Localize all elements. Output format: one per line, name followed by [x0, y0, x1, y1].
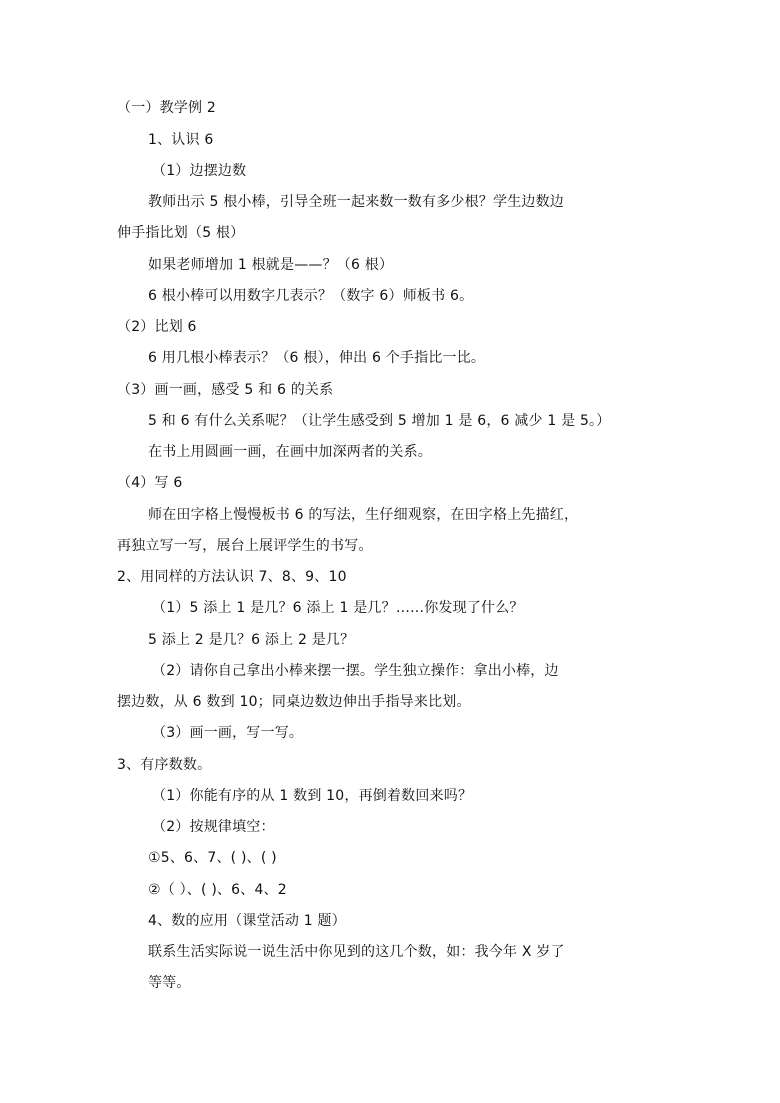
paragraph-line: （3）画一画，写一写。 — [152, 725, 304, 741]
paragraph-line: 5 添上 2 是几？6 添上 2 是几？ — [148, 632, 355, 648]
paragraph-line: 6 用几根小棒表示？（6 根），伸出 6 个手指比一比。 — [148, 350, 486, 366]
paragraph-line: 联系生活实际说一说生活中你见到的这几个数，如：我今年 X 岁了 — [148, 944, 565, 960]
fill-blank-item: ②（ ）、( )、6、4、2 — [148, 882, 287, 898]
subsection-heading: 1、认识 6 — [148, 132, 214, 148]
paragraph-line: 伸手指比划（5 根） — [117, 225, 245, 241]
paragraph-line: （2）按规律填空： — [152, 819, 275, 835]
paragraph-line: 等等。 — [148, 975, 191, 991]
step-heading: （4）写 6 — [117, 475, 183, 491]
paragraph-line: 在书上用圆画一画，在画中加深两者的关系。 — [148, 444, 432, 460]
paragraph-line: （2）请你自己拿出小棒来摆一摆。学生独立操作：拿出小棒，边 — [152, 663, 559, 679]
paragraph-line: 如果老师增加 1 根就是——？（6 根） — [148, 257, 394, 273]
subsection-heading: 2、用同样的方法认识 7、8、9、10 — [117, 569, 347, 585]
section-heading: （一）教学例 2 — [117, 100, 216, 116]
paragraph-line: 5 和 6 有什么关系呢？（让学生感受到 5 增加 1 是 6，6 减少 1 是 5。） — [148, 413, 611, 429]
paragraph-line: （1）你能有序的从 1 数到 10，再倒着数回来吗？ — [152, 788, 473, 804]
step-heading: （2）比划 6 — [117, 319, 197, 335]
paragraph-line: 6 根小棒可以用数字几表示？（数字 6）师板书 6。 — [148, 288, 474, 304]
paragraph-line: 再独立写一写，展台上展评学生的书写。 — [117, 538, 373, 554]
subsection-heading: 4、数的应用（课堂活动 1 题） — [148, 913, 346, 929]
fill-blank-item: ①5、6、7、( )、( ) — [148, 850, 277, 866]
step-heading: （3）画一画，感受 5 和 6 的关系 — [117, 382, 334, 398]
paragraph-line: 师在田字格上慢慢板书 6 的写法，生仔细观察，在田字格上先描红， — [148, 507, 579, 523]
paragraph-line: 教师出示 5 根小棒，引导全班一起来数一数有多少根？学生边数边 — [148, 194, 565, 210]
paragraph-line: 摆边数，从 6 数到 10；同桌边数边伸出手指导来比划。 — [117, 694, 471, 710]
step-heading: （1）边摆边数 — [152, 163, 247, 179]
paragraph-line: （1）5 添上 1 是几？6 添上 1 是几？……你发现了什么？ — [152, 600, 524, 616]
subsection-heading: 3、有序数数。 — [117, 757, 212, 773]
